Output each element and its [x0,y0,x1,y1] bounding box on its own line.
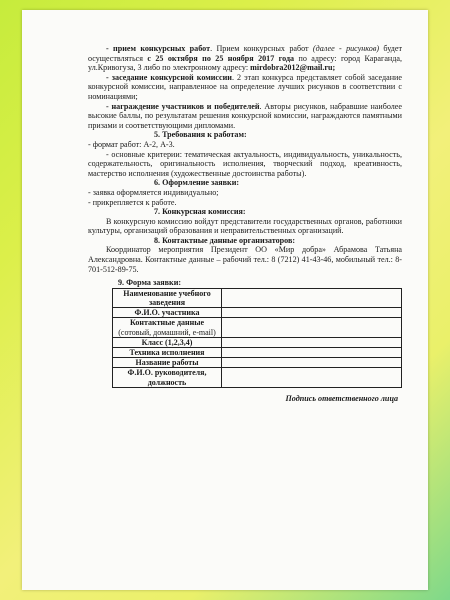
section-8-text: Координатор мероприятия Президент ОО «Мир добра» Абрамова Татьяна Александровна. Контактные данные – рабочий тел.: 8 (7212) 41-43-46, мобильный тел.: 8-701-512-89-75. [88,245,402,274]
section-5-title: 5. Требования к работам: [154,130,247,140]
stage-2-label: - заседание конкурсной комиссии [106,72,232,82]
stage-1-label: - прием конкурсных работ [106,44,211,53]
document-page [22,10,428,590]
form-label: Ф.И.О. руководителя, должность [113,368,222,387]
table-row [113,318,402,337]
form-field-title[interactable] [222,358,402,368]
stage-1-paragraph: - прием конкурсных работ. Прием конкурсных работ (далее - рисунков) будет осуществляться с 25 октября по 25 ноября 2017 года по адресу: город Караганда, ул.Кривогуза, 3 либо по электронному адресу: mirdobra2012@mail.ru; [88,44,402,73]
form-label: Техника исполнения [113,348,222,358]
form-label: Название работы [113,358,222,368]
form-label-contacts: Контактные данные (сотовый, домашний, e-mail) [113,318,222,337]
form-field-school[interactable] [222,288,402,307]
table-row [113,348,402,358]
section-6-item: - прикрепляется к работе. [88,197,177,207]
stage-3-paragraph: - награждение участников и победителей. Авторы рисунков, набравшие наиболее высокие баллы, по результатам решения конкурсной комиссии, награждаются памятными призами и соответствующими дипломами. [88,101,402,130]
table-row [113,308,402,318]
section-5-item: - формат работ: А-2, А-3. [88,139,175,149]
table-row [113,288,402,307]
stage-2-paragraph: - заседание конкурсной комиссии. 2 этап конкурса представляет собой заседание конкурсной комиссии, направленное на определение лучших рисунков в соответствии с номинациями; [88,72,402,101]
form-field-technique[interactable] [222,348,402,358]
section-5-item: - основные критерии: тематическая актуальность, индивидуальность, уникальность, содержательность, оригинальность исполнения, творческий подход, креативность, мастерство исполнения (художественные достоинства работы). [88,149,402,178]
form-field-participant[interactable] [222,308,402,318]
section-7-title: 7. Конкурсная комиссия: [154,207,246,217]
stage-3-label: - награждение участников и победителей [106,101,260,111]
section-6-item: - заявка оформляется индивидуально; [88,187,219,197]
form-field-contacts[interactable] [222,318,402,337]
section-6-title: 6. Оформление заявки: [154,178,240,188]
signature-caption: Подпись ответственного лица [285,393,398,403]
form-label: Наименование учебного заведения [113,288,222,307]
form-label: Класс (1,2,3,4) [113,337,222,347]
stage-1-paren: (далее - рисунков) [312,44,380,53]
contest-email: mirdobra2012@mail.ru; [250,63,336,73]
stage-1-dates: с 25 октября по 25 ноября 2017 года [147,53,295,63]
table-row [113,368,402,387]
section-9-title: 9. Форма заявки: [118,278,182,288]
document-body [88,44,402,403]
form-label: Ф.И.О. участника [113,308,222,318]
form-field-supervisor[interactable] [222,368,402,387]
section-8-title: 8. Контактные данные организаторов: [154,235,296,245]
form-field-class[interactable] [222,337,402,347]
section-7-text: В конкурсную комиссию войдут представители государственных органов, работники культуры, организаций образования и неправительственных организаций. [88,216,402,236]
table-row [113,337,402,347]
application-form-table [112,288,402,388]
table-row [113,358,402,368]
